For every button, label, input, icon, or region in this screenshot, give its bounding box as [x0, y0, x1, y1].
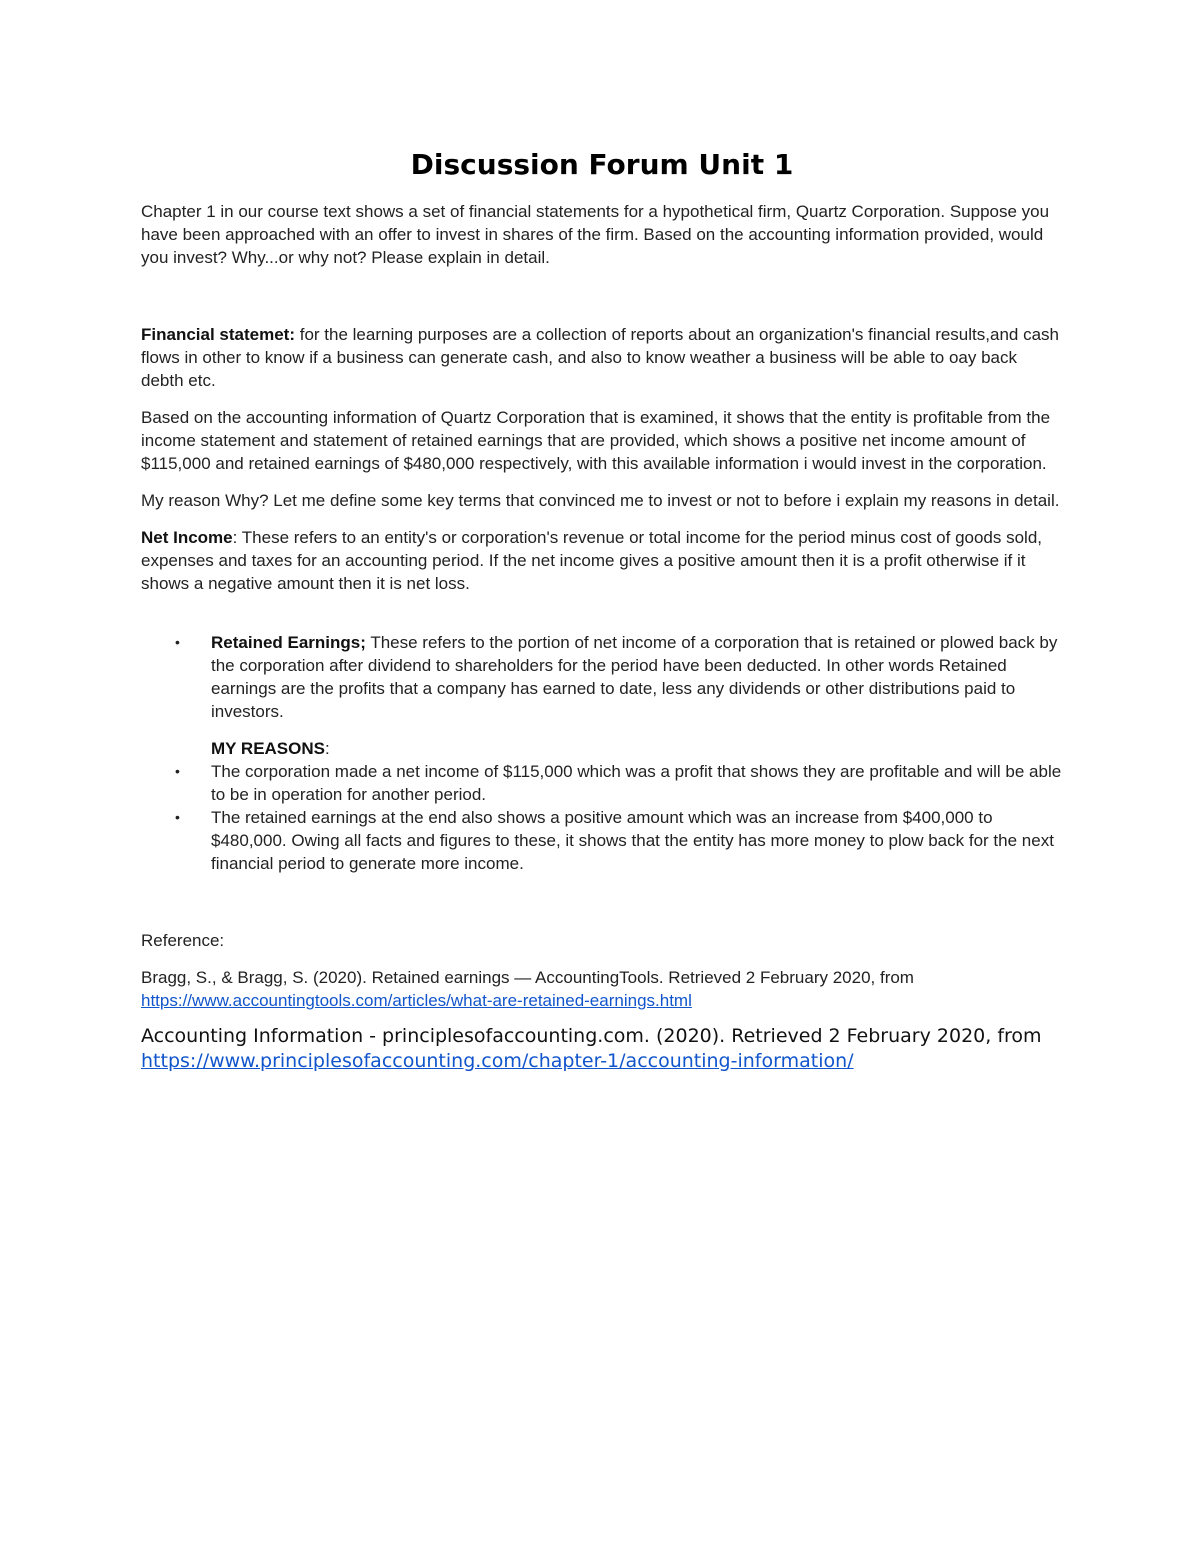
- reason-text: The retained earnings at the end also shows a positive amount which was an increase from $400,000 to $480,000. Owing all facts and figures to these, it shows that the entity has more money to plow back for the next financial period to generate more income.: [211, 808, 1054, 873]
- bullet-icon: •: [175, 763, 180, 779]
- document-page: [141, 140, 1063, 1074]
- net-income-paragraph: [141, 526, 1063, 595]
- retained-earnings-list: [141, 631, 1063, 723]
- reason-text: The corporation made a net income of $115,000 which was a profit that shows they are profitable and will be able to be in operation for another period.: [211, 762, 1062, 804]
- reference-entry: [141, 966, 1063, 1012]
- my-reasons-colon: :: [325, 739, 330, 758]
- net-income-term: Net Income: [141, 528, 233, 547]
- bullet-icon: •: [175, 634, 180, 650]
- financial-statement-term: Financial statemet:: [141, 325, 295, 344]
- reference-text: Bragg, S., & Bragg, S. (2020). Retained earnings — AccountingTools. Retrieved 2 February 2020, from: [141, 968, 914, 987]
- reference-text: Accounting Information - principlesofaccounting.com. (2020). Retrieved 2 February 2020, from: [141, 1025, 1042, 1047]
- list-item: [175, 806, 1063, 875]
- retained-earnings-term: Retained Earnings;: [211, 633, 366, 652]
- analysis-paragraph: Based on the accounting information of Quartz Corporation that is examined, it shows that the entity is profitable from the income statement and statement of retained earnings that are provided, which shows a positive net income amount of $115,000 and retained earnings of $480,000 respectively, with this available information i would invest in the corporation.: [141, 408, 1051, 473]
- my-reasons-heading: [211, 737, 1063, 760]
- retained-earnings-text: These refers to the portion of net income of a corporation that is retained or plowed back by the corporation after dividend to shareholders for the period have been deducted. In other words Retained earnings are the profits that a company has earned to date, less any dividends or other distributions paid to investors.: [211, 633, 1058, 721]
- reference-link[interactable]: https://www.accountingtools.com/articles/what-are-retained-earnings.html: [141, 991, 692, 1010]
- bullet-icon: •: [175, 809, 180, 825]
- reference-link[interactable]: https://www.principlesofaccounting.com/chapter-1/accounting-information/: [141, 1050, 854, 1072]
- document-title: Discussion Forum Unit 1: [410, 148, 794, 181]
- reference-label: Reference:: [141, 931, 225, 950]
- financial-statement-paragraph: [141, 323, 1063, 392]
- reference-entry: [141, 1024, 1063, 1074]
- my-reasons-label: MY REASONS: [211, 739, 325, 758]
- financial-statement-text: for the learning purposes are a collection of reports about an organization's financial results,and cash flows in other to know if a business can generate cash, and also to know weather a business will be able to oay back debth etc.: [141, 325, 1059, 390]
- intro-paragraph: Chapter 1 in our course text shows a set of financial statements for a hypothetical firm, Quartz Corporation. Suppose you have been approached with an offer to invest in shares of the firm. Based on the accounting information provided, would you invest? Why...or why not? Please explain in detail.: [141, 202, 1050, 267]
- net-income-text: : These refers to an entity's or corporation's revenue or total income for the period minus cost of goods sold, expenses and taxes for an accounting period. If the net income gives a positive amount then it is a profit otherwise if it shows a negative amount then it is net loss.: [141, 528, 1043, 593]
- list-item: [175, 760, 1063, 806]
- reason-intro-paragraph: My reason Why? Let me define some key terms that convinced me to invest or not to before i explain my reasons in detail.: [141, 491, 1060, 510]
- my-reasons-list: [141, 760, 1063, 875]
- list-item: [175, 631, 1063, 723]
